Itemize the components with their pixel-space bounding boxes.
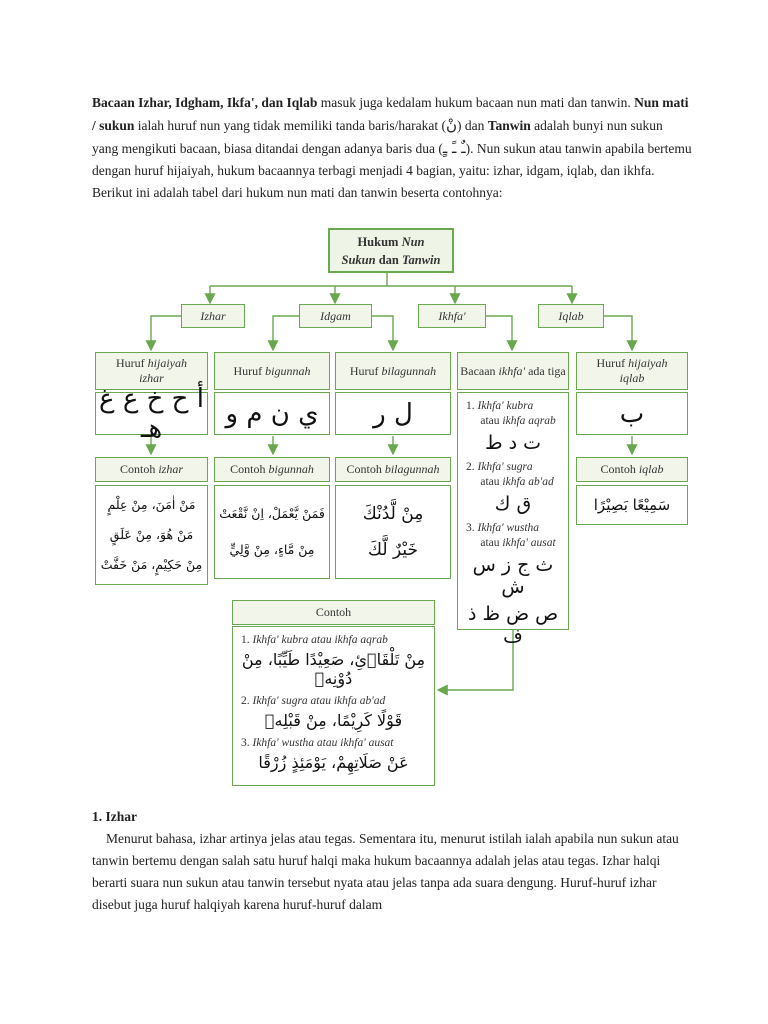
contoh-main-box bbox=[232, 626, 435, 786]
intro-text-1: masuk juga kedalam hukum bacaan nun mati dan tanwin. bbox=[317, 95, 635, 110]
intro-text-5: ). Nun sukun atau tanwin apabila bertemu dengan huruf hijaiyah, hukum bacaannya terbagi menjadi 4 bagian, yaitu: izhar, idgam, iqlab, dan ikhfa. Berikut ini adalah tabel dari hukum nun mati dan tanwin beserta contohnya: bbox=[92, 141, 692, 200]
section-izhar-text: Menurut bahasa, izhar artinya jelas atau tegas. Sementara itu, menurut istilah ialah apabila nun sukun atau tanwin bertemu dengan salah satu huruf halqi maka hukum bacaannya adalah jelas atau tegas. Izhar halqi berarti suara nun sukun atau tanwin tersebut nyata atau jelas tanpa ada suara dengung. Huruf-huruf izhar disebut juga huruf halqiyah karena huruf-huruf dalam bbox=[92, 831, 679, 912]
ikhfa-type-1-name: Ikhfa' kubra bbox=[477, 400, 534, 412]
ikhfa-types-box bbox=[457, 392, 569, 647]
izhar-letters-box bbox=[95, 383, 208, 444]
contoh-bilagunnah-header bbox=[335, 457, 451, 482]
header-ikhfa-prefix: Bacaan bbox=[460, 363, 499, 378]
contoh-item-1-arabic: مِنْ تَلْقَاۤئِ، صَعِيْدًا طَيِّبًا، مِنْ دُوْنِهٖ bbox=[241, 650, 426, 688]
tanwin-label: Tanwin bbox=[487, 118, 531, 133]
iqlab-letters: ب bbox=[619, 398, 645, 429]
bigunnah-letters-box bbox=[214, 392, 330, 435]
category-idgam-label: Idgam bbox=[320, 308, 351, 323]
bigunnah-example-1: فَمَنْ يَّعْمَلْ، اِنْ نَّقْعَتْ bbox=[219, 506, 325, 521]
ikhfa-type-3-letters: ث ج ز س ش bbox=[472, 554, 554, 598]
ikhfa-type-2-alt: ikhfa ab'ad bbox=[502, 476, 554, 488]
bilagunnah-letters-box bbox=[335, 392, 451, 435]
bilagunnah-example-1: مِنْ لَّدُنْكَ bbox=[362, 504, 424, 524]
ikhfa-type-1-num: 1. bbox=[466, 400, 475, 412]
iqlab-example-1: سَمِيْعًا بَصِيْرًا bbox=[593, 496, 671, 514]
tanwin-glyph: ـٌ ـً ـٍ bbox=[442, 139, 466, 157]
ikhfa-type-1-alt: ikhfa aqrab bbox=[502, 415, 556, 427]
izhar-examples-box bbox=[95, 485, 208, 585]
contoh-item-2-arabic: قَوْلًا كَرِيْمًا، مِنْ قَبْلِهٖ bbox=[264, 711, 403, 730]
category-idgam bbox=[299, 304, 372, 328]
header-izhar-italic2: izhar bbox=[139, 371, 164, 385]
ikhfa-type-3-alt: ikhfa' ausat bbox=[502, 537, 556, 549]
header-bigunnah-prefix: Huruf bbox=[233, 363, 266, 378]
header-izhar-italic: hijaiyah bbox=[147, 356, 187, 370]
izhar-example-2: مَنْ هُوَ، مِنْ عَلَقٍ bbox=[109, 527, 194, 542]
root-box-hukum-nun-sukun-tanwin bbox=[328, 228, 454, 273]
contoh-item-1 bbox=[241, 633, 388, 648]
izhar-letters: أ ح خ ع غ هـ bbox=[99, 383, 204, 444]
izhar-example-1: مَنْ اٰمَنَ، مِنْ عِلْمٍ bbox=[107, 497, 196, 512]
contoh-iqlab-prefix: Contoh bbox=[600, 462, 639, 476]
contoh-item-1-num: 1. bbox=[241, 634, 250, 646]
ikhfa-type-3 bbox=[466, 521, 556, 551]
contoh-izhar-italic: izhar bbox=[158, 462, 184, 476]
header-bacaan-ikhfa bbox=[457, 352, 569, 390]
header-bilagunnah-prefix: Huruf bbox=[349, 363, 382, 378]
contoh-item-3 bbox=[241, 736, 394, 751]
iqlab-letters-box bbox=[576, 392, 688, 435]
intro-text-2: ialah huruf nun yang tidak memiliki tanda baris/harakat ( bbox=[134, 118, 446, 133]
category-iqlab-label: Iqlab bbox=[558, 308, 584, 323]
contoh-item-2-label: Ikhfa' sugra atau ikhfa ab'ad bbox=[252, 695, 386, 707]
ikhfa-type-1-letters: ت د ط bbox=[485, 432, 541, 454]
header-iqlab-prefix: Huruf bbox=[596, 356, 629, 370]
header-iqlab-italic2: iqlab bbox=[619, 371, 645, 385]
ikhfa-type-2 bbox=[466, 460, 554, 490]
ikhfa-type-2-atau: atau bbox=[477, 476, 503, 488]
ikhfa-type-2-num: 2. bbox=[466, 461, 475, 473]
iqlab-examples-box bbox=[576, 485, 688, 525]
contoh-main-header bbox=[232, 600, 435, 625]
nun-sukun-glyph: نْ bbox=[445, 116, 457, 134]
category-ikhfa-label: Ikhfa' bbox=[438, 308, 466, 323]
header-izhar-prefix: Huruf bbox=[116, 356, 148, 370]
header-huruf-bigunnah bbox=[214, 352, 330, 390]
root-line2-mid: dan bbox=[375, 252, 402, 267]
bilagunnah-example-2: خَيْرٌ لَّكَ bbox=[368, 540, 418, 560]
bigunnah-example-2: مِنْ مَّاءٍ، مِنْ وَّلِيٍّ bbox=[229, 542, 315, 557]
contoh-item-3-num: 3. bbox=[241, 737, 250, 749]
category-ikhfa bbox=[418, 304, 486, 328]
intro-title: Bacaan Izhar, Idgham, Ikfa', dan Iqlab bbox=[92, 95, 318, 110]
header-bilagunnah-italic: bilagunnah bbox=[381, 363, 437, 378]
contoh-bigunnah-italic: bigunnah bbox=[268, 462, 314, 476]
contoh-bigunnah-prefix: Contoh bbox=[230, 462, 269, 476]
intro-text-3: ) dan bbox=[456, 118, 488, 133]
contoh-item-2 bbox=[241, 694, 385, 709]
contoh-bilagunnah-italic: bilagunnah bbox=[384, 462, 440, 476]
root-line1: Hukum bbox=[357, 234, 402, 249]
header-bigunnah-italic: bigunnah bbox=[265, 363, 311, 378]
bigunnah-examples-box bbox=[214, 485, 330, 579]
ikhfa-type-3-atau: atau bbox=[477, 537, 503, 549]
header-ikhfa-suffix: ada tiga bbox=[525, 363, 566, 378]
header-iqlab-italic: hijaiyah bbox=[628, 356, 668, 370]
ikhfa-type-2-letters: ق ك bbox=[494, 493, 532, 515]
section-izhar bbox=[92, 806, 692, 916]
ikhfa-type-2-name: Ikhfa' sugra bbox=[477, 461, 533, 473]
contoh-item-3-label: Ikhfa' wustha atau ikhfa' ausat bbox=[252, 737, 394, 749]
contoh-bigunnah-header bbox=[214, 457, 330, 482]
bilagunnah-letters: ل ر bbox=[373, 398, 413, 429]
category-izhar bbox=[181, 304, 245, 328]
nun-mati-label: Nun mati / sukun bbox=[92, 95, 689, 133]
ikhfa-type-3-name: Ikhfa' wustha bbox=[477, 522, 540, 534]
contoh-item-1-label: Ikhfa' kubra atau ikhfa aqrab bbox=[252, 634, 388, 646]
ikhfa-type-3-letters-row2: ص ض ظ ذ ف bbox=[467, 603, 559, 647]
contoh-izhar-header bbox=[95, 457, 208, 482]
contoh-iqlab-italic: iqlab bbox=[638, 462, 664, 476]
izhar-example-3: مِنْ حَكِيْمٍ، مَنْ خَفَّتْ bbox=[100, 557, 203, 572]
root-line2-italic2: Tanwin bbox=[402, 252, 441, 267]
root-line2-italic: Sukun bbox=[341, 252, 376, 267]
ikhfa-type-1 bbox=[466, 399, 556, 429]
ikhfa-type-3-num: 3. bbox=[466, 522, 475, 534]
ikhfa-type-1-atau: atau bbox=[477, 415, 503, 427]
category-izhar-label: Izhar bbox=[200, 308, 226, 323]
contoh-main-title: Contoh bbox=[315, 605, 352, 619]
bigunnah-letters: ي ن م و bbox=[225, 398, 319, 429]
header-huruf-bilagunnah bbox=[335, 352, 451, 390]
contoh-item-2-num: 2. bbox=[241, 695, 250, 707]
category-iqlab bbox=[538, 304, 604, 328]
contoh-izhar-prefix: Contoh bbox=[119, 462, 159, 476]
bilagunnah-examples-box bbox=[335, 485, 451, 579]
contoh-bilagunnah-prefix: Contoh bbox=[346, 462, 385, 476]
header-ikhfa-italic: ikhfa' bbox=[498, 363, 526, 378]
section-izhar-heading: 1. Izhar bbox=[92, 809, 137, 824]
root-line1-italic: Nun bbox=[401, 234, 425, 249]
header-huruf-hijaiyah-iqlab bbox=[576, 352, 688, 390]
contoh-item-3-arabic: عَنْ صَلَاتِهِمْ، يَوْمَئِذٍ زُرْقًا bbox=[258, 753, 409, 772]
intro-text-4: adalah bunyi nun sukun yang mengikuti bacaan, biasa ditandai dengan adanya baris dua ( bbox=[92, 118, 663, 156]
contoh-iqlab-header bbox=[576, 457, 688, 482]
